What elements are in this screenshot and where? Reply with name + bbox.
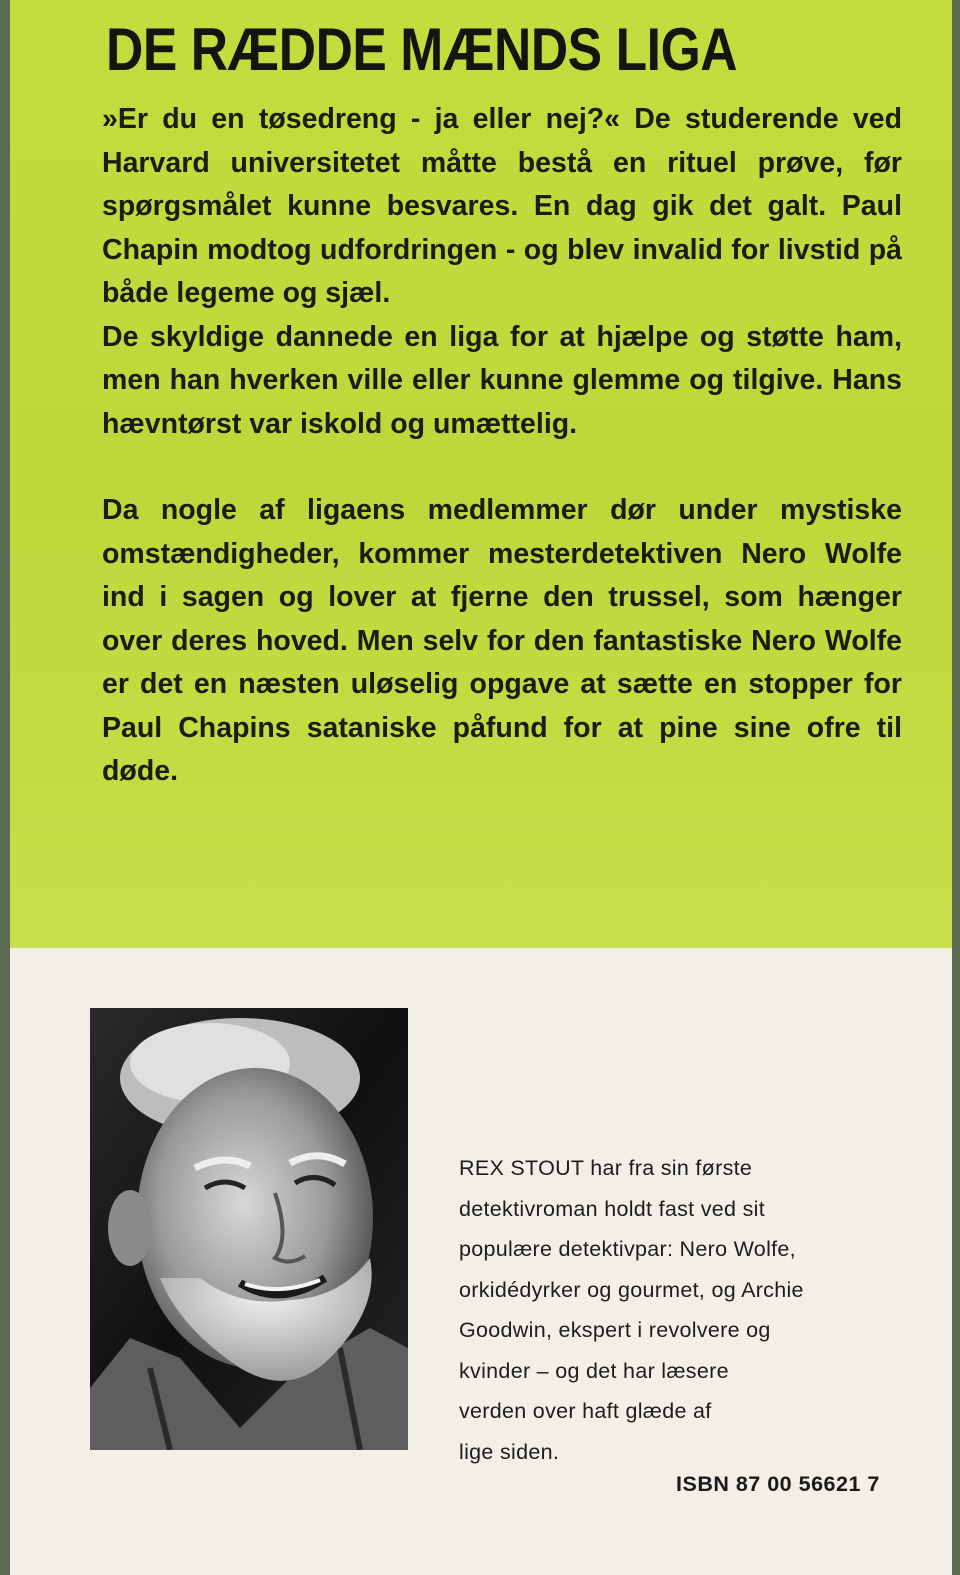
blurb-paragraph: De skyldige dannede en liga for at hjælpe og støtte ham, men han hverken ville eller kunne glemme og tilgive. Hans hævntørst var iskold og umættelig. xyxy=(102,320,902,440)
author-photo xyxy=(90,1008,408,1450)
author-bio-line: REX STOUT har fra sin første xyxy=(459,1156,753,1180)
author-bio-line: populære detektivpar: Nero Wolfe, xyxy=(459,1237,796,1261)
author-bio-line: kvinder – og det har læsere xyxy=(459,1358,729,1383)
author-bio-line: lige siden. xyxy=(459,1439,560,1464)
author-bio-line: detektivroman holdt fast ved sit xyxy=(459,1196,765,1221)
blurb-paragraph: »Er du en tøsedreng - ja eller nej?« De studerende ved Harvard universitetet måtte bestå en rituel prøve, før spørgsmålet kunne besvares. En dag gik det galt. Paul Chapin modtog udfordringen - og blev invalid for livstid på både legeme og sjæl. xyxy=(102,103,902,309)
isbn-number: ISBN 87 00 56621 7 xyxy=(676,1472,880,1496)
book-title: DE RÆDDE MÆNDS LIGA xyxy=(106,16,738,83)
blurb-panel xyxy=(10,0,952,948)
blurb-paragraph: Da nogle af ligaens medlemmer dør under mystiske omstændigheder, kommer mesterdetektiven Nero Wolfe ind i sagen og lover at fjerne den trussel, som hænger over deres hoved. Men selv for den fantastiske Nero Wolfe er det en næsten uløselig opgave at sætte en stopper for Paul Chapins sataniske påfund for at pine sine ofre til døde. xyxy=(102,494,902,787)
author-bio-line: orkidédyrker og gourmet, og Archie xyxy=(459,1277,804,1302)
author-bio xyxy=(459,1148,899,1472)
author-bio-line: Goodwin, ekspert i revolvere og xyxy=(459,1318,771,1342)
author-bio-line: verden over haft glæde af xyxy=(459,1399,712,1423)
book-back-cover xyxy=(10,0,952,1575)
blurb-text xyxy=(102,98,902,794)
